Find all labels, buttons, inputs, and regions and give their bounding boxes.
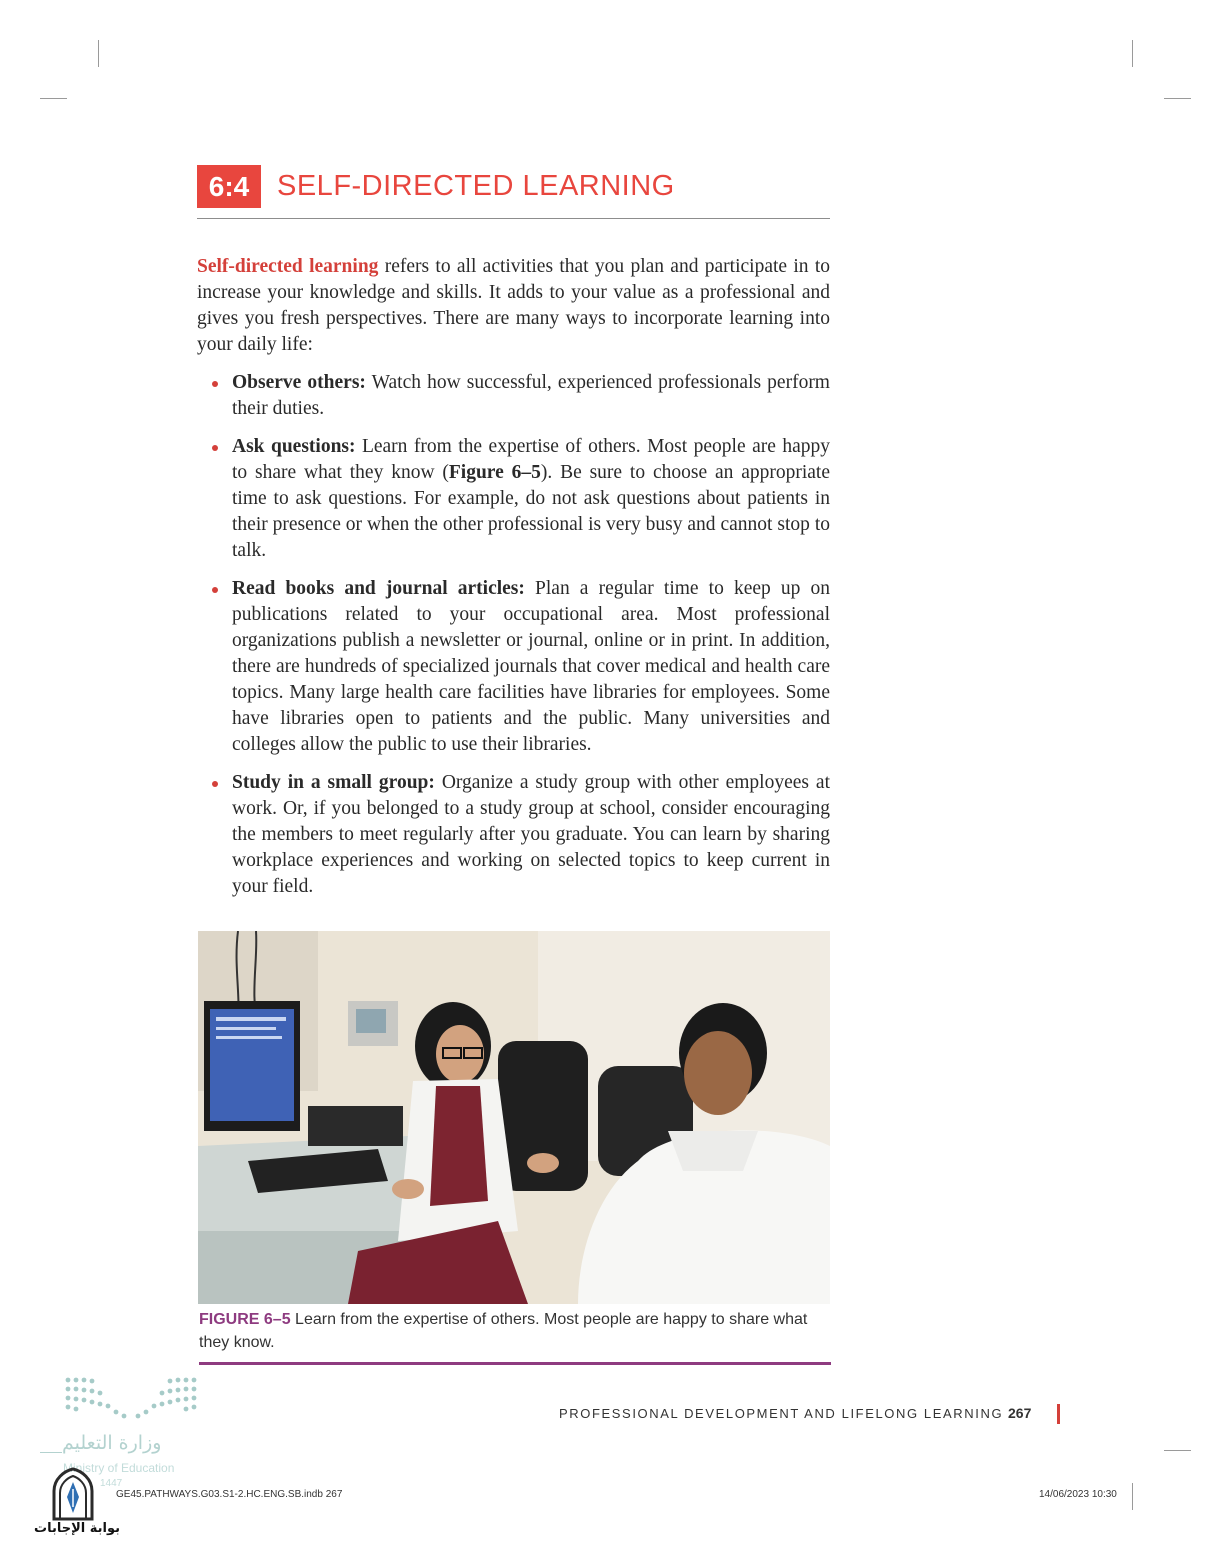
key-term[interactable]: Self-directed learning: [197, 256, 379, 277]
crop-mark: [1164, 98, 1191, 99]
bullet-lead: Study in a small group:: [232, 772, 435, 793]
crop-mark: [98, 40, 99, 67]
ministry-logo-dots-icon: [62, 1374, 200, 1422]
bullet-icon: [212, 445, 218, 451]
bullet-list: [197, 370, 830, 900]
bullet-text: ). Be sure to choose an appropriate time to ask questions. For example, do not ask questions about patients in their presence or when the other professional is very busy and cannot stop to talk.: [232, 462, 830, 561]
section-title: SELF-DIRECTED LEARNING: [277, 170, 675, 202]
section-header: [197, 165, 830, 219]
crop-mark: [40, 98, 67, 99]
bullet-lead: Ask questions:: [232, 436, 356, 457]
bullet-text: Watch how successful, experienced professionals perform their duties.: [232, 372, 830, 419]
bullet-lead: Observe others:: [232, 372, 366, 393]
crop-mark: [1132, 40, 1133, 67]
ministry-underline: [40, 1452, 62, 1453]
crop-mark: [1164, 1450, 1191, 1451]
ministry-name-english: Ministry of Education: [63, 1461, 175, 1475]
bullet-text: Learn from the expertise of others. Most people are happy to share what they know (: [232, 436, 830, 483]
page-number-bar: [1057, 1404, 1060, 1424]
bullet-text: Organize a study group with other employees at work. Or, if you belonged to a study group at school, consider encouraging the members to meet regularly after you graduate. You can learn by sharing workplace experiences and working on selected topics to keep current in your field.: [232, 772, 830, 897]
body-text: [197, 254, 830, 912]
bullet-icon: [212, 381, 218, 387]
intro-paragraph: [197, 254, 830, 358]
crop-mark: [1132, 1483, 1133, 1510]
figure-caption: [199, 1308, 831, 1354]
bullet-icon: [212, 587, 218, 593]
bullet-lead: Read books and journal articles:: [232, 578, 525, 599]
bullet-text: Plan a regular time to keep up on publications related to your occupational area. Most professional organizations publish a newsletter or journal, online or in print. In addition, there are hundreds of specialized journals that cover medical and health care topics. Many large health care facilities have libraries for employees. Some have libraries open to patients and the public. Many universities and colleges allow the public to use their libraries.: [232, 578, 830, 755]
caption-divider: [199, 1362, 831, 1365]
bullet-icon: [212, 781, 218, 787]
answers-portal-logo-icon: [50, 1467, 96, 1521]
page-number: 267: [1008, 1405, 1032, 1421]
list-item: [197, 370, 830, 422]
figure-reference-link[interactable]: Figure 6–5: [448, 462, 541, 483]
list-item: [197, 576, 830, 758]
print-slug-file: GE45.PATHWAYS.G03.S1-2.HC.ENG.SB.indb 267: [116, 1489, 343, 1500]
section-number-badge: 6:4: [197, 165, 261, 208]
figure-caption-text: Learn from the expertise of others. Most people are happy to share what they know.: [199, 1311, 808, 1351]
running-footer-title: PROFESSIONAL DEVELOPMENT AND LIFELONG LEARNING: [559, 1406, 1004, 1421]
print-slug-date: 14/06/2023 10:30: [1039, 1489, 1117, 1500]
figure-label: FIGURE 6–5: [199, 1311, 291, 1328]
ministry-name-arabic: وزارة التعليم: [62, 1432, 162, 1454]
intro-text: refers to all activities that you plan and participate in to increase your knowledge and skills. It adds to your value as a professional and gives you fresh perspectives. There are many ways to incorporate learning into your daily life:: [197, 256, 830, 355]
list-item: [197, 770, 830, 900]
list-item: [197, 434, 830, 564]
figure-photo: [198, 931, 830, 1304]
ministry-year: 1447: [100, 1478, 123, 1489]
answers-portal-label: بوابة الإجابات: [34, 1521, 120, 1536]
photo-illustration: [198, 931, 830, 1304]
